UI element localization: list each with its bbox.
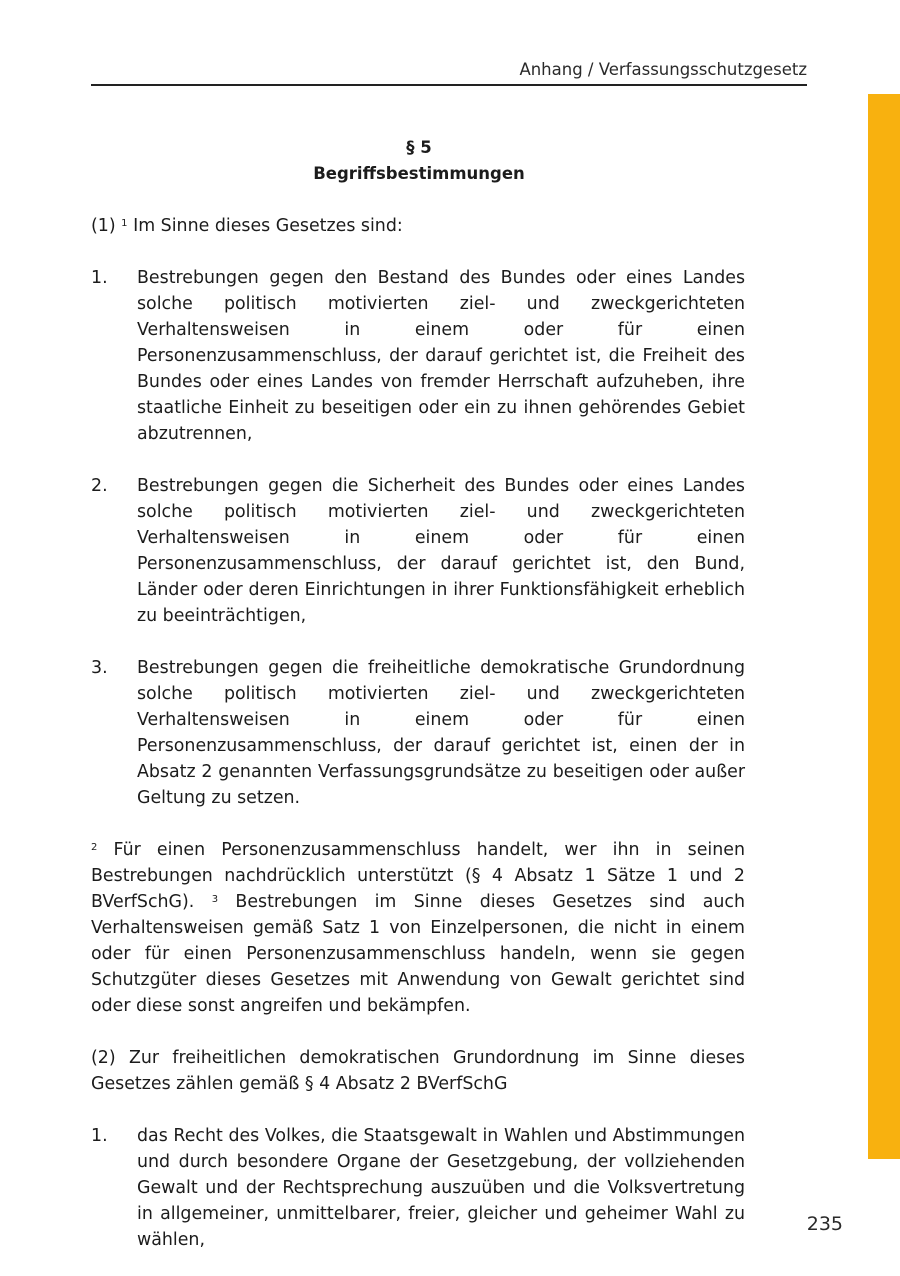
list-item-text: Bestrebungen gegen die Sicherheit des Bundes oder eines Landes solche politisch motivierten ziel- und zweckgerichteten Verhaltensweisen in einem oder für einen Personenzusammenschluss, der darauf gerichtet ist, den Bund, Länder oder deren Einrichtungen in ihrer Funktionsfähigkeit erheblich zu beeinträchtigen,	[137, 476, 745, 626]
sentence-number: 2	[91, 842, 98, 853]
sentence-number: 3	[211, 894, 219, 905]
section-number: § 5	[406, 138, 432, 157]
list-item-text: das Recht des Volkes, die Staatsgewalt in Wahlen und Abstimmungen und durch besondere Organe der Gesetzgebung, der vollziehenden Gewalt und der Rechtsprechung auszuüben und die Volksvertretung in allgemeiner, unmittelbarer, freier, gleicher und geheimer Wahl zu wählen,	[137, 1126, 745, 1250]
list-item-number: 2.	[91, 476, 108, 496]
list-item	[91, 1123, 745, 1253]
paragraph-1-continuation	[91, 837, 745, 1019]
header-rule	[91, 84, 807, 86]
sentence-text: Für einen Personenzusammenschluss handelt, wer ihn in seinen Bestrebungen nachdrücklich unterstützt (§ 4 Absatz 1 Sätze 1 und 2 BVerfSchG).	[91, 840, 745, 912]
page-content	[91, 135, 745, 1253]
list-item-text: Bestrebungen gegen die freiheitliche demokratische Grundordnung solche politisch motivierten ziel- und zweckgerichteten Verhaltensweisen in einem oder für einen Personenzusammenschluss, der darauf gerichtet ist, einen der in Absatz 2 genannten Verfassungsgrundsätze zu beseitigen oder außer Geltung zu setzen.	[137, 658, 745, 808]
section-title: Begriffsbestimmungen	[313, 164, 525, 183]
paragraph-1-intro	[91, 213, 745, 239]
list-item-number: 1.	[91, 1126, 108, 1146]
list-item-text: Bestrebungen gegen den Bestand des Bundes oder eines Landes solche politisch motivierten ziel- und zweckgerichteten Verhaltensweisen in einem oder für einen Personenzusammenschluss, der darauf gerichtet ist, die Freiheit des Bundes oder eines Landes von fremder Herrschaft aufzuheben, ihre staatliche Einheit zu beseitigen oder ein zu ihnen gehörendes Gebiet abzutrennen,	[137, 268, 745, 444]
chapter-edge-tab	[868, 94, 900, 1159]
list-item-number: 3.	[91, 658, 108, 678]
list-item	[91, 473, 745, 629]
paragraph-2: (2) Zur freiheitlichen demokratischen Grundordnung im Sinne dieses Gesetzes zählen gemäß § 4 Absatz 2 BVerfSchG	[91, 1048, 745, 1094]
page-number: 235	[806, 1213, 843, 1235]
list-item-number: 1.	[91, 268, 108, 288]
running-header: Anhang / Verfassungsschutzgesetz	[519, 60, 807, 79]
paragraph-label: (1)	[91, 216, 116, 236]
sentence-text: Bestrebungen im Sinne dieses Gesetzes sind auch Verhaltensweisen gemäß Satz 1 von Einzelpersonen, die nicht in einem oder für einen Personenzusammenschluss handeln, wenn sie gegen Schutzgüter dieses Gesetzes mit Anwendung von Gewalt gerichtet sind oder diese sonst angreifen und bekämpfen.	[91, 892, 745, 1016]
paragraph-text: Im Sinne dieses Gesetzes sind:	[133, 216, 403, 236]
list-item	[91, 655, 745, 811]
list-item	[91, 265, 745, 447]
sentence-number: 1	[121, 218, 128, 229]
